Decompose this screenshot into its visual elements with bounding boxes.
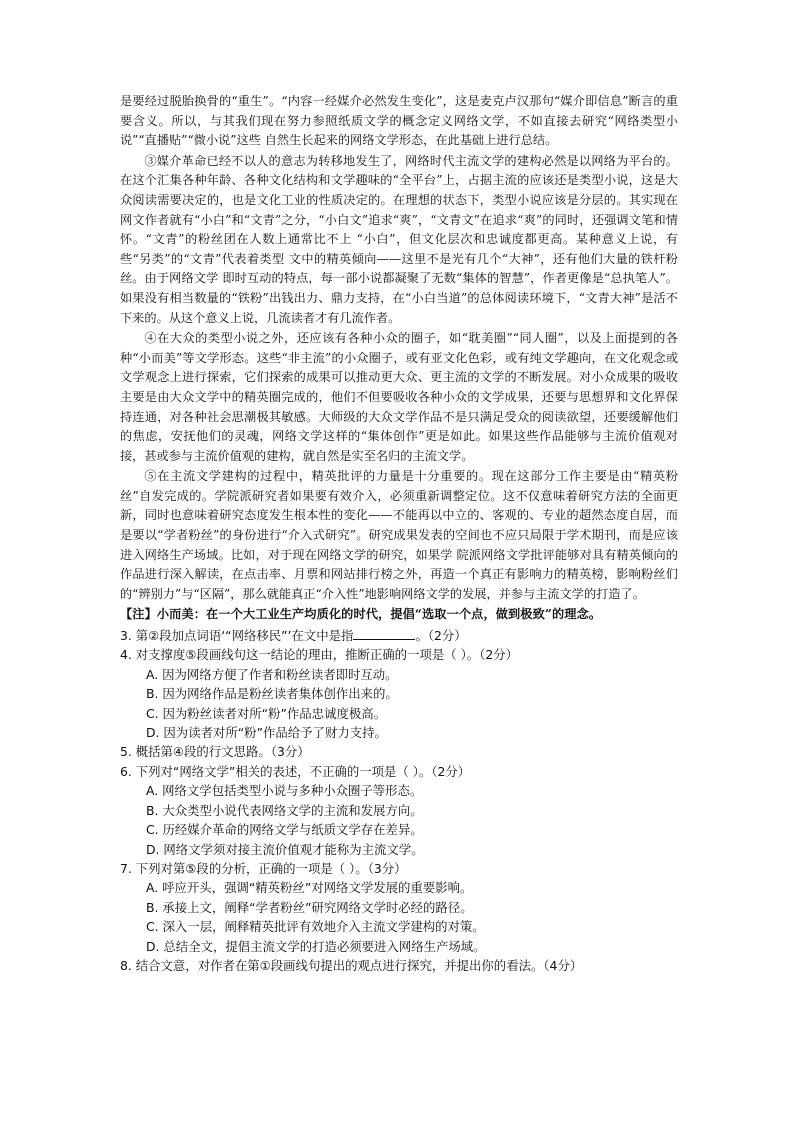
question-5-stem: 5. 概括第④段的行文思路。（3分） (120, 744, 310, 760)
question-3-score: 。（2分） (415, 628, 467, 644)
question-6-option-d[interactable]: D. 网络文学须对接主流价值观才能称为主流文学。 (146, 841, 424, 857)
paragraph-3: ③媒介革命已经不以人的意志为转移地发生了，网络时代主流文学的建构必然是以网络为平台的。在这个汇集各种年龄、各种文化结构和文学趣味的“全平台”上，占据主流的应该还是类型小说，这是大众阅读需要决定的，也是文化工业的性质决定的。在理想的状态下，类型小说应该是分层的。其实现在网文作者就有“小白”和“文青”之分，“小白文”追求“爽”，“文青文”在追求“爽”的同时，还强调文笔和情怀。“文青”的粉丝团在人数上通常比不上 “小白”，但文化层次和忠诚度都更高。某种意义上说，有些“另类”的“文青”代表着类型 文中的精英倾向——这里不是光有几个“大神”，还有他们大量的铁杆粉丝。由于网络文学 即时互动的特点，每一部小说都凝聚了无数“集体的智慧”，作者更像是“总执笔人”。如果没有相当数量的“铁粉”出钱出力、鼎力支持，在“小白当道”的总体阅读环境下，“文青大神”是活不下来的。从这个意义上说，几流读者才有几流作者。 (120, 153, 678, 325)
question-6-option-a[interactable]: A. 网络文学包括类型小说与多种小众圈子等形态。 (146, 783, 423, 799)
footnote: 【注】小而美：在一个大工业生产均质化的时代，提倡“选取一个点，做到极致”的理念。 (120, 607, 602, 622)
question-3 (120, 626, 678, 645)
question-4-option-a[interactable]: A. 因为网络方便了作者和粉丝读者即时互动。 (146, 666, 398, 682)
question-4-option-c[interactable]: C. 因为粉丝读者对所“粉”作品忠诚度极高。 (146, 705, 387, 721)
question-4-option-b[interactable]: B. 因为网络作品是粉丝读者集体创作出来的。 (146, 686, 398, 702)
question-6-stem: 6. 下列对“网络文学”相关的表述，不正确的一项是（ ）。（2分） (120, 763, 471, 779)
answer-blank[interactable] (353, 627, 415, 640)
question-7-option-d[interactable]: D. 总结全文，提倡主流文学的打造必须要进入网络生产场域。 (146, 938, 486, 954)
paragraph-1-continued: 是要经过脱胎换骨的“重生”。“内容一经媒介必然发生变化”，这是麦克卢汉那句“媒介即信息”断言的重要含义。所以，与其我们现在努力参照纸质文学的概念定义网络文学，不如直接去研究“网络类型小说”“直播贴”“微小说”这些 自然生长起来的网络文学形态，在此基础上进行总结。 (120, 94, 678, 148)
question-3-stem: 3. 第②段加点词语‘“网络移民”’在文中是指 (120, 628, 354, 644)
question-7-option-c[interactable]: C. 深入一层，阐释精英批评有效地介入主流文学建构的对策。 (146, 919, 485, 935)
question-4-option-d[interactable]: D. 因为读者对所“粉”作品给予了财力支持。 (146, 725, 387, 741)
paragraph-5: ⑤在主流文学建构的过程中，精英批评的力量是十分重要的。现在这部分工作主要是由“精英粉丝”自发完成的。学院派研究者如果要有效介入，必须重新调整定位。这不仅意味着研究方法的全面更新，同时也意味着研究态度发生根本性的变化——不能再以中立的、客观的、专业的超然态度自居，而是要以“学者粉丝”的身份进行“介入式研究”。研究成果发表的空间也不应只局限于学术期刊，而是应该进入网络生产场域。比如，对于现在网络文学的研究，如果学 院派网络文学批评能够对具有精英倾向的作品进行深入解读，在点击率、月票和网站排行榜之外，再造一个真正有影响力的精英榜，影响粉丝们的“辨别力”与“区隔”，那么就能真正“介入性”地影响网络文学的发展，并参与主流文学的打造了。 (120, 469, 678, 601)
reading-article (120, 92, 678, 625)
question-6-option-b[interactable]: B. 大众类型小说代表网络文学的主流和发展方向。 (146, 802, 423, 818)
question-7-stem: 7. 下列对第⑤段的分析，正确的一项是（ ）。（3分） (120, 860, 407, 876)
question-list (120, 626, 678, 975)
question-8-stem: 8. 结合文意，对作者在第①段画线句提出的观点进行探究，并提出你的看法。（4分） (120, 957, 583, 973)
question-6-option-c[interactable]: C. 历经媒介革命的网络文学与纸质文学存在差异。 (146, 822, 423, 838)
question-7-option-a[interactable]: A. 呼应开头，强调“精英粉丝”对网络文学发展的重要影响。 (146, 880, 473, 896)
paragraph-4: ④在大众的类型小说之外，还应该有各种小众的圈子，如“耽美圈”“同人圈”，以及上面提到的各种“小而美”等文学形态。这些“非主流”的小众圈子，或有亚文化色彩，或有纯文学趣向，在文化观念或文学观念上进行探索，它们探索的成果可以推动更大众、更主流的文学的不断发展。对小众成果的吸收主要是由大众文学中的精英圈完成的，他们不但要吸收各种小众的文学成果，还要与思想界和文化界保持连通，对各种社会思潮极其敏感。大师级的大众文学作品不是只满足受众的阅读欲望，还要缓解他们的焦虑，安抚他们的灵魂，网络文学这样的“集体创作”更是如此。如果这些作品能够与主流价值观对接，甚或参与主流价值观的建构，就自然是实至名归的主流文学。 (120, 331, 678, 463)
exam-page (120, 92, 678, 975)
question-7-option-b[interactable]: B. 承接上文，阐释“学者粉丝”研究网络文学时必经的路径。 (146, 899, 473, 915)
question-4-stem: 4. 对支撑度⑤段画线句这一结论的理由，推断正确的一项是（ ）。（2分） (120, 647, 519, 663)
